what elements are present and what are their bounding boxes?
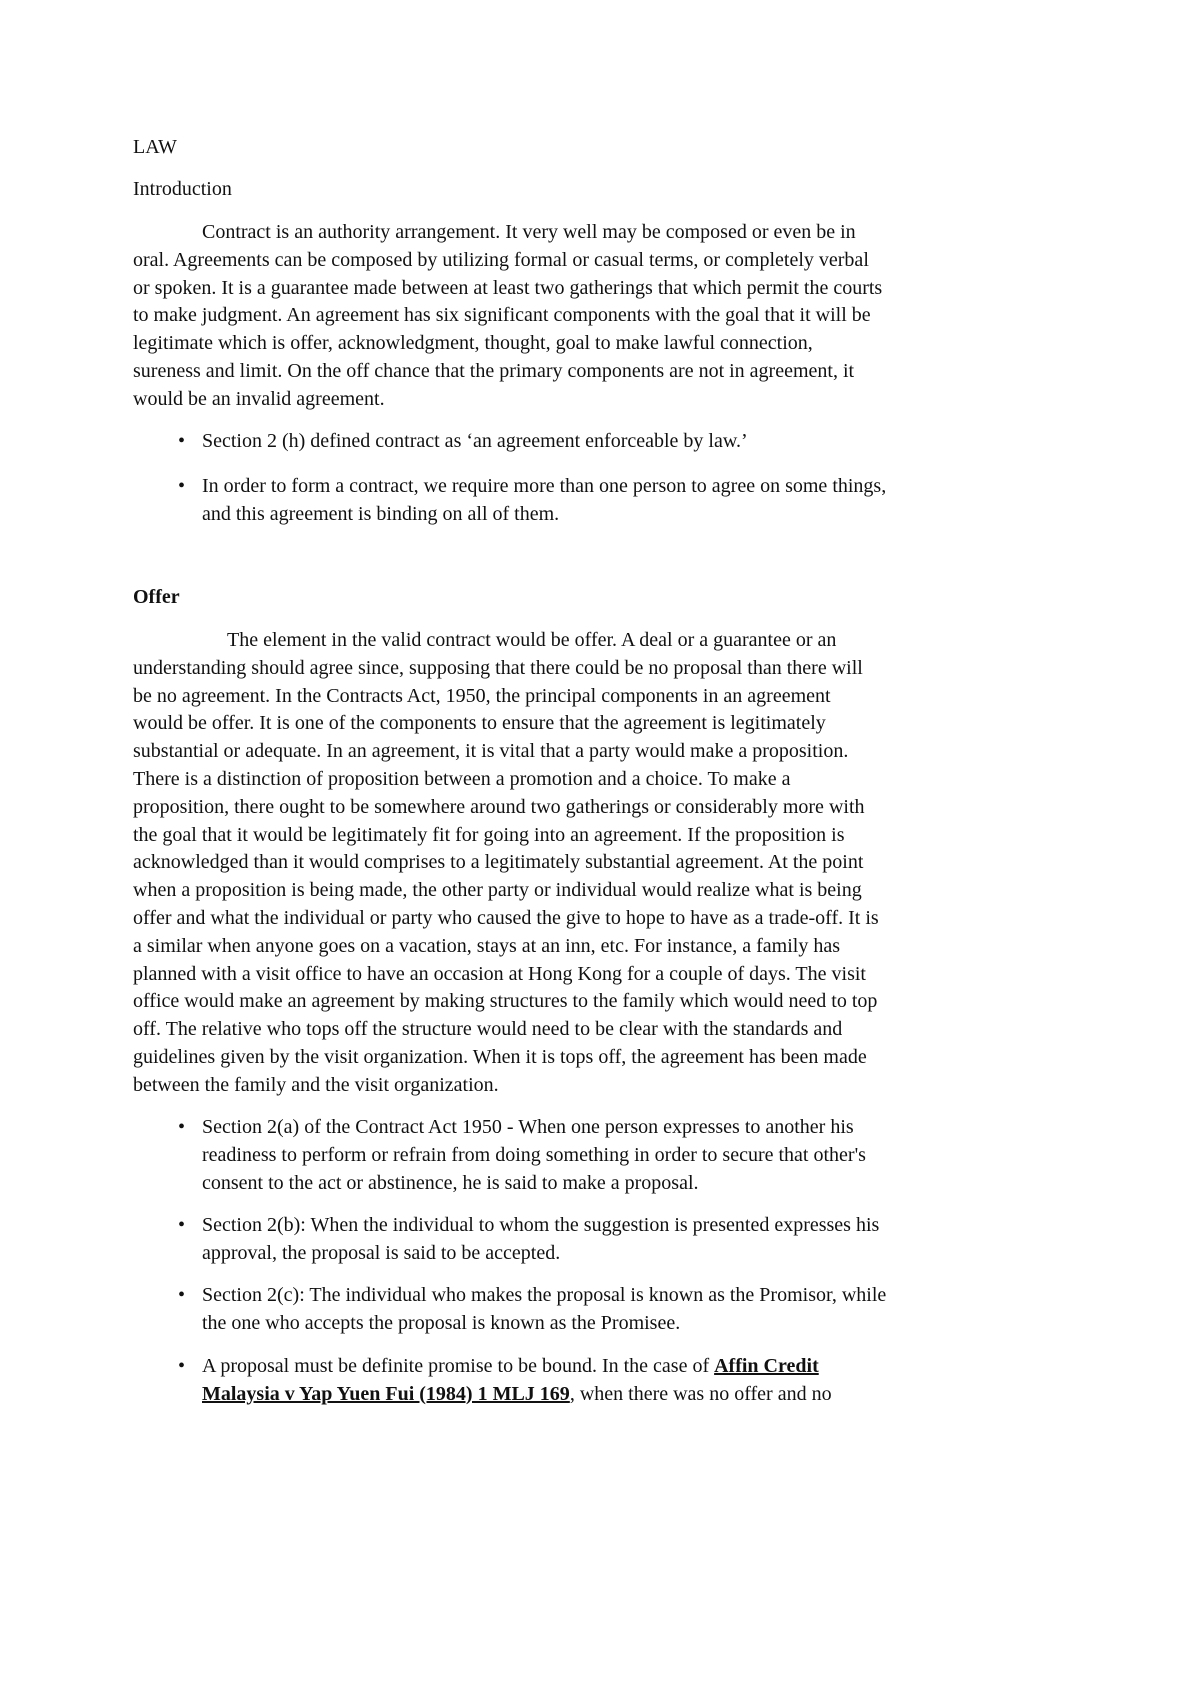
intro-paragraph	[133, 219, 882, 414]
text-line: the one who accepts the proposal is known as the Promisee.	[202, 1311, 681, 1334]
text-line: Section 2(a) of the Contract Act 1950 - When one person expresses to another his	[202, 1116, 854, 1138]
text-line: guidelines given by the visit organization. When it is tops off, the agreement has been made	[133, 1045, 867, 1068]
bullet-icon: •	[178, 1355, 186, 1377]
text-line: consent to the act or abstinence, he is said to make a proposal.	[202, 1171, 699, 1194]
text-line: and this agreement is binding on all of them.	[202, 502, 560, 525]
bullet-text	[202, 428, 748, 456]
bullet-icon: •	[178, 1116, 186, 1138]
text-line: proposition, there ought to be somewhere around two gatherings or considerably more with	[133, 795, 865, 818]
text-line: off. The relative who tops off the structure would need to be clear with the standards and	[133, 1018, 843, 1041]
text-line: when a proposition is being made, the other party or individual would realize what is being	[133, 879, 862, 902]
text-line: to make judgment. An agreement has six significant components with the goal that it will be	[133, 304, 871, 327]
text-line: would be an invalid agreement.	[133, 387, 385, 410]
text-line: would be offer. It is one of the components to ensure that the agreement is legitimately	[133, 712, 826, 735]
text-line: Section 2(c): The individual who makes the proposal is known as the Promisor, while	[202, 1284, 887, 1306]
text-line: understanding should agree since, supposing that there could be no proposal than there will	[133, 656, 863, 679]
text-line: oral. Agreements can be composed by utilizing formal or casual terms, or completely verbal	[133, 248, 869, 271]
bullet-text	[202, 1212, 879, 1268]
document-title: LAW	[133, 136, 177, 158]
text-line: sureness and limit. On the off chance that the primary components are not in agreement, it	[133, 359, 855, 382]
bullet-icon: •	[178, 475, 186, 497]
text-line: between the family and the visit organization.	[133, 1073, 499, 1096]
section-heading-introduction: Introduction	[133, 178, 232, 200]
text-line: There is a distinction of proposition between a promotion and a choice. To make a	[133, 767, 791, 790]
bullet-icon: •	[178, 430, 186, 452]
text-line: legitimate which is offer, acknowledgment, thought, goal to make lawful connection,	[133, 332, 813, 355]
offer-paragraph	[133, 627, 879, 1100]
text-line: The element in the valid contract would be offer. A deal or a guarantee or an	[227, 629, 837, 651]
text-line: office would make an agreement by making structures to the family which would need to top	[133, 990, 878, 1013]
text-line: substantial or adequate. In an agreement, it is vital that a party would make a proposition.	[133, 740, 849, 763]
bullet-text	[202, 1114, 866, 1197]
text-line: approval, the proposal is said to be accepted.	[202, 1241, 561, 1264]
bullet-text	[202, 473, 886, 529]
bullet-icon: •	[178, 1284, 186, 1306]
bullet-text	[202, 1282, 886, 1338]
case-citation: Malaysia v Yap Yuen Fui (1984) 1 MLJ 169	[202, 1382, 570, 1405]
bullet-text	[202, 1353, 832, 1409]
case-citation: Affin Credit	[714, 1355, 819, 1377]
text-line: or spoken. It is a guarantee made between at least two gatherings that which permit the courts	[133, 276, 883, 299]
bullet-icon: •	[178, 1214, 186, 1236]
text-line: offer and what the individual or party who caused the give to hope to have as a trade-off. It is	[133, 906, 879, 929]
text-line: a similar when anyone goes on a vacation, stays at an inn, etc. For instance, a family has	[133, 934, 841, 957]
text-line: Section 2 (h) defined contract as ‘an agreement enforceable by law.’	[202, 430, 748, 452]
text-line: the goal that it would be legitimately fit for going into an agreement. If the proposition is	[133, 823, 845, 846]
text-line: Section 2(b): When the individual to whom the suggestion is presented expresses his	[202, 1214, 880, 1236]
text-line: acknowledged than it would comprises to a legitimately substantial agreement. At the point	[133, 851, 864, 874]
text-line: be no agreement. In the Contracts Act, 1950, the principal components in an agreement	[133, 684, 831, 707]
text-line: In order to form a contract, we require more than one person to agree on some things,	[202, 475, 887, 497]
text-line: Contract is an authority arrangement. It very well may be composed or even be in	[202, 221, 856, 243]
bullet-text-segment: , when there was no offer and no	[569, 1382, 832, 1405]
text-line: readiness to perform or refrain from doing something in order to secure that other's	[202, 1143, 866, 1166]
bullet-text-segment: A proposal must be definite promise to be bound. In the case of	[202, 1355, 715, 1377]
text-line: planned with a visit office to have an occasion at Hong Kong for a couple of days. The visit	[133, 962, 866, 985]
section-heading-offer: Offer	[133, 586, 180, 608]
